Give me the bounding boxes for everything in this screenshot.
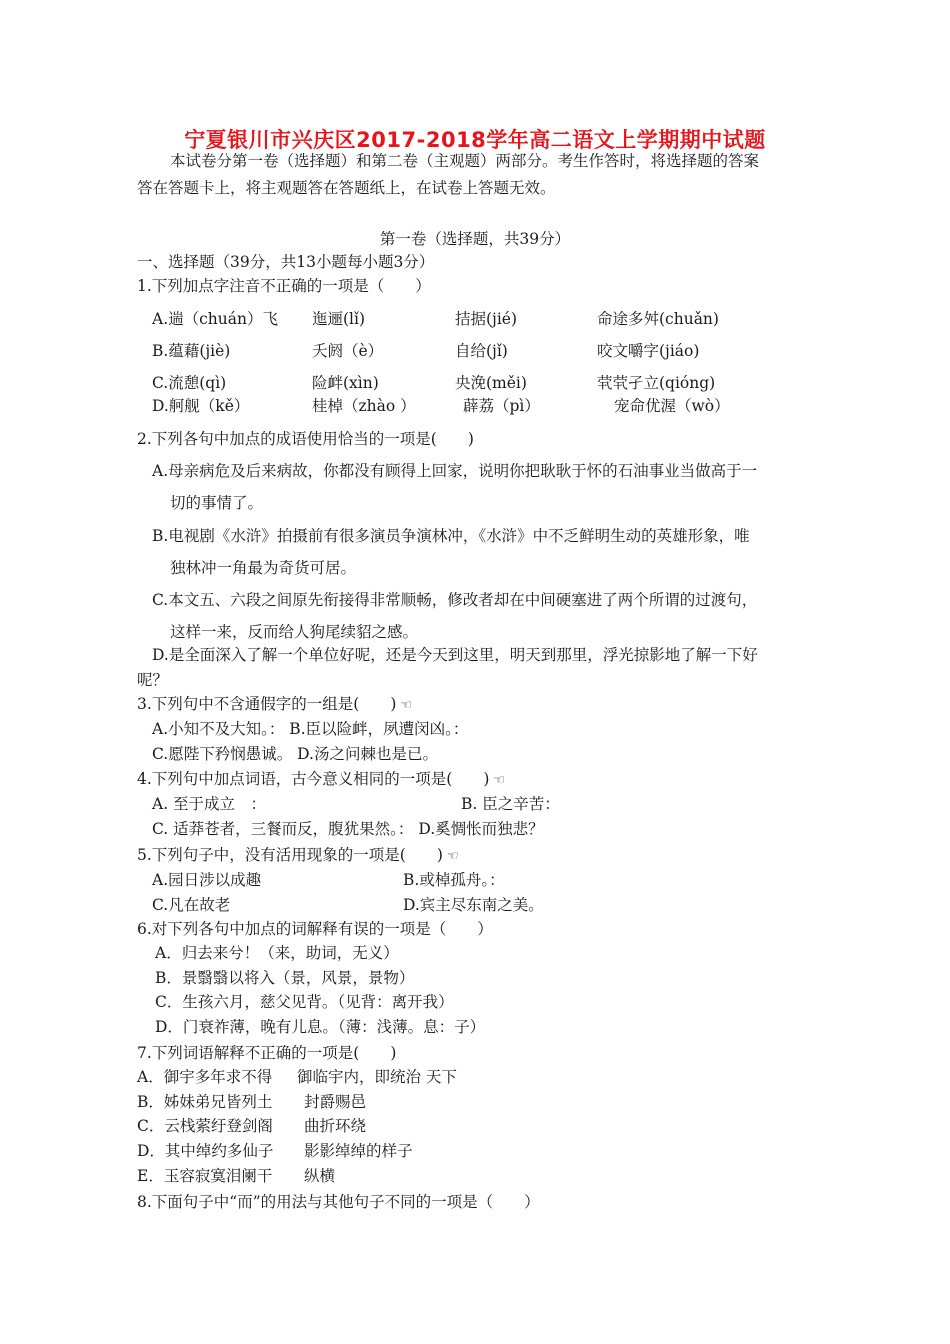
q1-b1: B.蕴藉(jiè) [152,342,231,360]
q1-c2: 险衅(xìn) [312,374,379,392]
intro-line-1: 本试卷分第一卷（选择题）和第二卷（主观题）两部分。考生作答时，将选择题的答案 [170,152,760,170]
q4-stem-text: 4.下列句中加点词语，古今意义相同的一项是( ) [137,770,490,788]
q2-d-line-1: D.是全面深入了解一个单位好呢，还是今天到这里，明天到那里，浮光掠影地了解一下好 [152,646,758,664]
q1-c3: 央浼(měi) [455,374,527,392]
part-heading: 一、选择题（39分，共13小题每小题3分） [137,253,435,271]
q5-option-a: A.园日涉以成趣 [152,871,262,889]
q7-e-word: E．玉容寂寞泪阑干 [137,1167,273,1185]
q6-option-b: B．景翳翳以将入（景，风景，景物） [155,969,415,987]
q2-a-line-2: 切的事情了。 [170,494,264,512]
q6-stem: 6.对下列各句中加点的词解释有误的一项是（ ） [137,920,493,938]
q6-option-a: A．归去来兮！（来，助词，无义） [155,944,399,962]
q2-c-line-2: 这样一来，反而给人狗尾续貂之感。 [170,623,419,641]
q1-d1: D.舸舰（kě） [152,397,250,415]
q7-b-meaning: 封爵赐邑 [304,1093,367,1111]
q7-d-meaning: 影影绰绰的样子 [304,1142,413,1160]
pointing-hand-icon: ☜ [493,773,506,788]
q2-b-line-1: B.电视剧《水浒》拍摄前有很多演员争演林冲，《水浒》中不乏鲜明生动的英雄形象，唯 [152,527,750,545]
q4-stem [137,769,505,791]
q1-c1: C.流憩(qì) [152,374,227,392]
q2-a-line-1: A.母亲病危及后来病故，你都没有顾得上回家，说明你把耿耿于怀的石油事业当做高于一 [152,462,758,480]
intro-line-2: 答在答题卡上，将主观题答在答题纸上，在试卷上答题无效。 [137,179,556,197]
q6-option-c: C．生孩六月，慈父见背。（见背：离开我） [155,993,454,1011]
q1-b3: 自给(jǐ) [455,342,508,360]
q5-option-b: B.或棹孤舟。： [403,871,505,889]
q2-d-line-2: 呢？ [137,671,169,689]
q3-stem [137,694,412,716]
q3-stem-text: 3.下列句中不含通假字的一组是( ) [137,695,397,713]
q7-a-word: A．御宇多年求不得 [137,1068,273,1086]
pointing-hand-icon: ☜ [446,849,459,864]
q5-stem [137,845,459,867]
q2-stem: 2.下列各句中加点的成语使用恰当的一项是( ) [137,430,474,448]
q7-stem: 7.下列词语解释不正确的一项是( ) [137,1044,397,1062]
q5-stem-text: 5.下列句子中，没有活用现象的一项是( ) [137,846,443,864]
q4-option-a: A. 至于成立 ： [152,795,267,813]
q7-c-word: C．云栈萦纡登剑阁 [137,1117,273,1135]
q8-stem: 8.下面句子中“而”的用法与其他句子不同的一项是（ ） [137,1193,540,1211]
q1-a2: 迤逦(lǐ) [312,310,366,328]
q7-b-word: B．姊妹弟兄皆列土 [137,1093,273,1111]
q7-d-word: D．其中绰约多仙子 [137,1142,274,1160]
q6-option-d: D．门衰祚薄，晚有儿息。（薄：浅薄。息：子） [155,1018,486,1036]
q7-c-meaning: 曲折环绕 [304,1117,367,1135]
page-title: 宁夏银川市兴庆区2017-2018学年高二语文上学期期中试题 [184,128,766,152]
q5-option-d: D.宾主尽东南之美。 [403,896,544,914]
q1-b2: 夭阏（è） [312,342,384,360]
q1-b4: 咬文嚼字(jiáo) [597,342,700,360]
q4-line-2: C. 适莽苍者，三餐而反，腹犹果然。： D.奚惆怅而独悲？ [152,820,544,838]
pointing-hand-icon: ☜ [400,698,413,713]
q1-d4: 宠命优渥（wò） [614,397,730,415]
q1-a1: A.遄（chuán）飞 [152,310,278,328]
q3-line-2: C.愿陛下矜悯愚诚。 D.汤之问棘也是已。 [152,745,438,763]
q1-d2: 桂棹（zhào ） [312,397,416,415]
q7-e-meaning: 纵横 [304,1167,336,1185]
q2-b-line-2: 独林冲一角最为奇货可居。 [170,559,357,577]
q1-a3: 拮据(jié) [455,310,518,328]
q1-stem: 1.下列加点字注音不正确的一项是（ ） [137,277,431,295]
q2-c-line-1: C.本文五、六段之间原先衔接得非常顺畅，修改者却在中间硬塞进了两个所谓的过渡句， [152,591,758,609]
q1-a4: 命途多舛(chuǎn) [597,310,719,328]
q5-option-c: C.凡在故老 [152,896,231,914]
q4-option-b: B. 臣之辛苦： [461,795,560,813]
section-title: 第一卷（选择题，共39分） [379,230,571,248]
q1-d3: 薜荔（pì） [463,397,540,415]
q3-line-1: A.小知不及大知。： B.臣以险衅，夙遭闵凶。： [152,720,469,738]
q1-c4: 茕茕孑立(qióng) [597,374,716,392]
q7-a-meaning: 御临宇内，即统治 天下 [297,1068,457,1086]
